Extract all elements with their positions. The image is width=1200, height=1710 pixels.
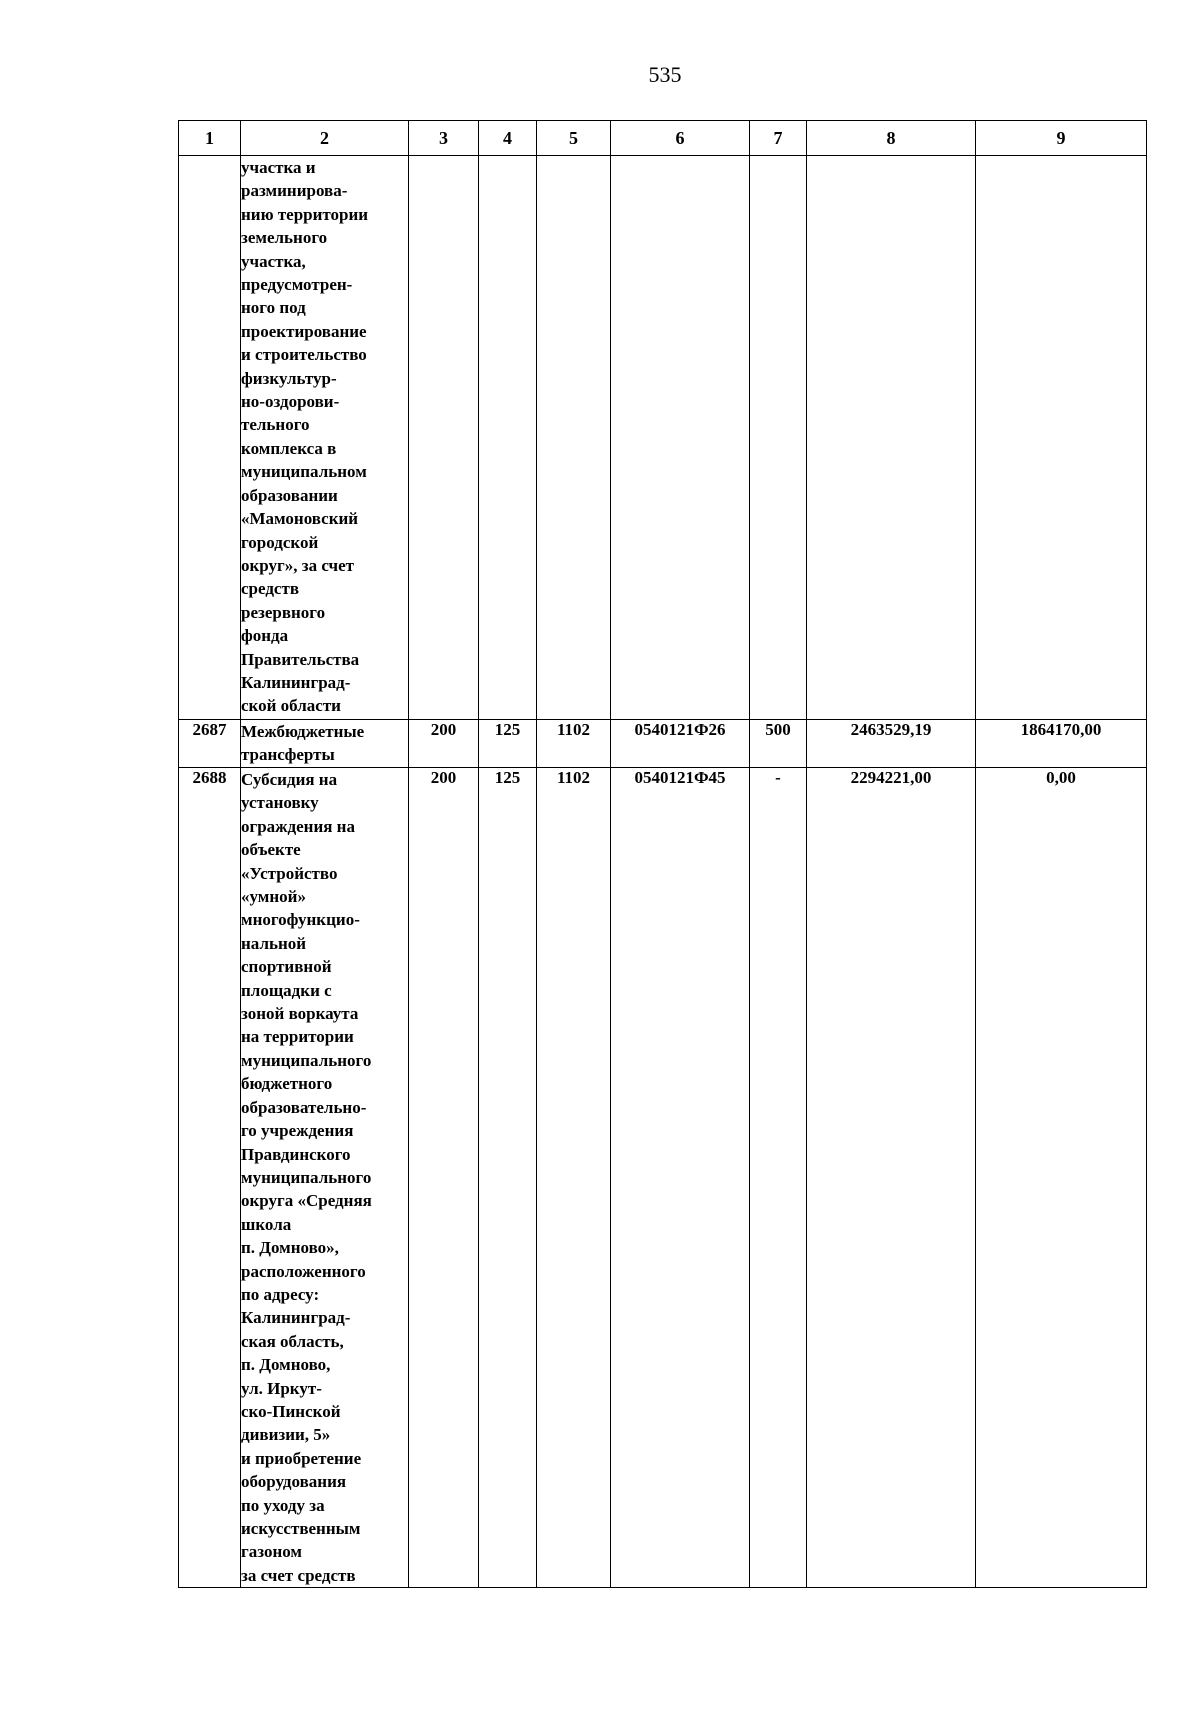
description-line: на территории: [241, 1027, 354, 1047]
description-line: участка и: [241, 158, 316, 177]
description-line: за счет средств: [241, 1565, 356, 1585]
description-line: Межбюджетные: [241, 722, 365, 741]
column-header: 3: [409, 121, 479, 156]
column-header: 9: [976, 121, 1147, 156]
description-line: фонда: [241, 626, 289, 646]
cell-c3: 200: [409, 720, 479, 768]
cell-c4: 125: [479, 720, 537, 768]
cell-c5: [537, 156, 611, 720]
description-line: го учреждения: [241, 1121, 354, 1141]
description-line: ограждения на: [241, 816, 355, 836]
description-line: Калининград-: [241, 672, 351, 692]
description-line: образовательно-: [241, 1097, 367, 1117]
column-header: 8: [807, 121, 976, 156]
description-line: резервного: [241, 602, 326, 622]
description-line: бюджетного: [241, 1074, 333, 1094]
table-row: [179, 156, 1147, 720]
cell-c9: [976, 156, 1147, 720]
description-line: «умной»: [241, 887, 306, 907]
description-line: разминирова-: [241, 181, 348, 201]
description-line: газоном: [241, 1542, 303, 1562]
description-line: площадки с: [241, 980, 332, 1000]
description-line: нию территории: [241, 204, 369, 224]
description-line: дивизии, 5»: [241, 1425, 331, 1445]
description-line: Субсидия на: [241, 770, 338, 789]
column-header: 5: [537, 121, 611, 156]
description-line: муниципального: [241, 1050, 372, 1070]
description-line: «Устройство: [241, 863, 338, 883]
description-line: «Мамоновский: [241, 509, 359, 529]
cell-c7: [750, 156, 807, 720]
description-line: образовании: [241, 485, 338, 505]
description-line: Правительства: [241, 649, 360, 669]
description-line: предусмотрен-: [241, 275, 353, 295]
column-header: 6: [611, 121, 750, 156]
description-line: Калининград-: [241, 1308, 351, 1328]
cell-c6: 0540121Ф26: [611, 720, 750, 768]
cell-c8: 2294221,00: [807, 768, 976, 1588]
description-line: многофункцио-: [241, 910, 360, 930]
row-number: [179, 156, 241, 720]
cell-c3: [409, 156, 479, 720]
description-line: муниципального: [241, 1167, 372, 1187]
description-line: городской: [241, 532, 319, 552]
description-line: муниципальном: [241, 462, 367, 482]
cell-c8: [807, 156, 976, 720]
cell-c4: 125: [479, 768, 537, 1588]
description-line: оборудования: [241, 1472, 347, 1492]
column-header: 2: [241, 121, 409, 156]
description-line: ская область,: [241, 1331, 344, 1351]
row-description: [241, 768, 409, 1588]
description-line: и приобретение: [241, 1448, 362, 1468]
cell-c9: 1864170,00: [976, 720, 1147, 768]
description-line: ного под: [241, 298, 306, 318]
row-number: 2687: [179, 720, 241, 768]
row-description: [241, 156, 409, 720]
description-line: установку: [241, 793, 319, 813]
description-line: тельного: [241, 415, 310, 435]
description-line: участка,: [241, 251, 306, 271]
column-header: 4: [479, 121, 537, 156]
description-line: но-оздорови-: [241, 392, 340, 412]
description-line: средств: [241, 579, 299, 599]
cell-c7: -: [750, 768, 807, 1588]
cell-c8: 2463529,19: [807, 720, 976, 768]
description-line: ской области: [241, 696, 341, 716]
table-row: [179, 720, 1147, 768]
description-line: п. Домново,: [241, 1355, 331, 1375]
description-line: нальной: [241, 933, 307, 953]
cell-c7: 500: [750, 720, 807, 768]
description-line: объекте: [241, 840, 301, 860]
description-line: спортивной: [241, 957, 332, 977]
column-header: 7: [750, 121, 807, 156]
description-line: проектирование: [241, 321, 367, 341]
description-line: и строительство: [241, 345, 367, 365]
description-line: физкультур-: [241, 368, 337, 388]
cell-c9: 0,00: [976, 768, 1147, 1588]
row-description: [241, 720, 409, 768]
description-line: по адресу:: [241, 1284, 320, 1304]
column-header: 1: [179, 121, 241, 156]
description-line: Правдинского: [241, 1144, 351, 1164]
header-row: [179, 121, 1147, 156]
cell-c4: [479, 156, 537, 720]
description-line: школа: [241, 1214, 292, 1234]
description-line: ско-Пинской: [241, 1401, 341, 1421]
description-line: округа «Средняя: [241, 1191, 372, 1211]
cell-c5: 1102: [537, 720, 611, 768]
description-line: зоной воркаута: [241, 1004, 359, 1024]
description-line: земельного: [241, 228, 328, 248]
description-line: п. Домново»,: [241, 1238, 339, 1258]
description-line: ул. Иркут-: [241, 1378, 322, 1398]
budget-table: [178, 120, 1147, 1588]
description-line: искусственным: [241, 1519, 361, 1538]
cell-c5: 1102: [537, 768, 611, 1588]
description-line: округ», за счет: [241, 555, 355, 575]
description-line: комплекса в: [241, 438, 337, 458]
description-line: по уходу за: [241, 1495, 325, 1515]
row-number: 2688: [179, 768, 241, 1588]
cell-c6: 0540121Ф45: [611, 768, 750, 1588]
description-line: расположенного: [241, 1261, 366, 1281]
description-line: трансферты: [241, 745, 335, 765]
page-number: 535: [648, 62, 682, 87]
table-row: [179, 768, 1147, 1588]
cell-c6: [611, 156, 750, 720]
cell-c3: 200: [409, 768, 479, 1588]
